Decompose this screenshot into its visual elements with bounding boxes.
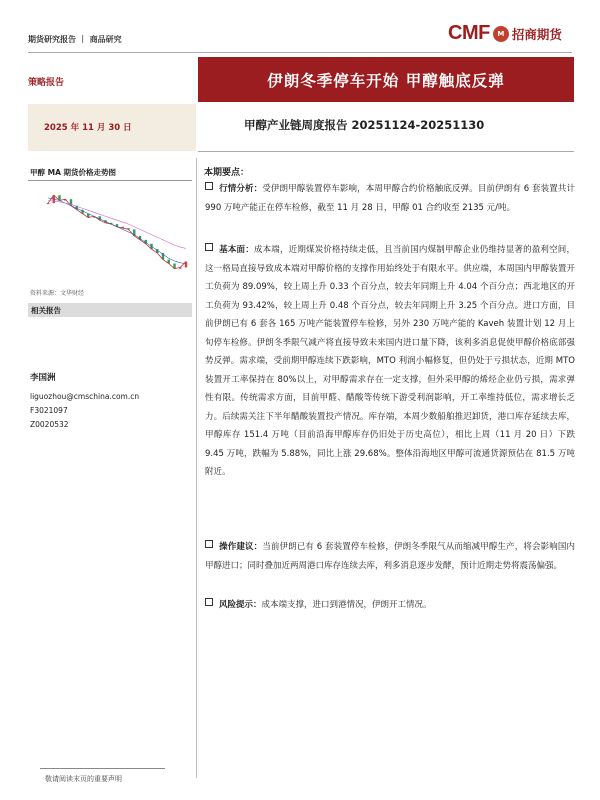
item-label: 操作建议： [219, 542, 263, 552]
item-operation-advice [205, 538, 575, 575]
item-text: 受伊朗甲醇装置停车影响，本周甲醇合约价格触底反弹。目前伊朗有 6 套装置共计 990 万吨产能正在停车检修，截至 11 月 28 日，甲醇 01 合约收至 2135 元/吨。 [205, 184, 575, 213]
chart-title: 甲醇 MA 期货价格走势图 [30, 168, 116, 177]
report-title: 伊朗冬季停车开始 甲醇触底反弹 [267, 71, 505, 90]
author-name: 李国洲 [30, 373, 56, 383]
item-fundamentals [205, 241, 575, 482]
author-email[interactable]: liguozhou@cmschina.com.cn [30, 392, 140, 401]
related-reports-label: 相关报告 [31, 306, 61, 315]
item-text: 成本端支撑，进口到港情况，伊朗开工情况。 [261, 600, 432, 610]
report-category: 期货研究报告 ｜ 商品研究 [28, 35, 122, 44]
header-divider [28, 52, 572, 53]
item-label: 基本面： [219, 245, 254, 255]
logo-cmf-text: CMF [448, 22, 490, 44]
checkbox-icon [205, 540, 213, 548]
report-subtitle: 甲醇产业链周度报告 20251124-20251130 [244, 118, 485, 132]
report-type-label: 策略报告 [28, 78, 65, 88]
checkbox-icon [205, 182, 213, 190]
company-logo [448, 22, 562, 45]
subtitle-divider [198, 151, 574, 152]
column-divider [196, 158, 197, 778]
item-label: 风险提示： [219, 600, 262, 610]
checkbox-icon [205, 598, 213, 606]
price-candle [47, 203, 49, 204]
logo-chinese-name: 招商期货 [511, 26, 562, 42]
footer-divider [40, 768, 165, 769]
item-market-analysis [205, 180, 575, 217]
chart-source: 资料来源：文华财经 [30, 290, 85, 297]
item-text: 当前伊朗已有 6 套装置停车检修，伊朗冬季限气从而缩减甲醇生产，将会影响国内甲醇进口；同时叠加近两周港口库存连续去库，利多消息逐步发酵，预计近期走势将震荡偏强。 [205, 542, 575, 571]
report-date: 2025 年 11 月 30 日 [44, 123, 132, 133]
keypoints-heading: 本期要点： [204, 168, 250, 178]
item-text: 成本端，近期煤炭价格持续走低，且当前国内煤制甲醇企业仍维持显著的盈利空间，这一格局直接导致成本端对甲醇价格的支撑作用始终处于有限水平。供应端，本周国内甲醇装置开工负荷为 89.09%，较上周上升 0.33 个百分点，较去年同期上升 4.04 个百分点；西北地区的开工负荷为 93.42%，较上周上升 0.48 个百分点，较去年同期上升 3.25 个百分点。进口方面，目前伊朗已有 6 套各 165 万吨产能装置停车检修，另外 230 万吨产能的 Kaveh 装置计划 12 月上旬停车检修。伊朗冬季限气减产将直接导致未来国内进口量下降，该利多消息促使甲醇价格底部强势反弹。需求端，受前期甲醇连续下跌影响，MTO 利润小幅修复，但仍处于亏损状态，近期 MTO 装置开工率保持在 80%以上，对甲醇需求存在一定支撑，但外采甲醇的烯烃企业仍亏损，需求弹性有限。传统需求方面，目前甲醛、醋酸等传统下游受利润影响，开工率维持低位，需求增长乏力。后续需关注下半年醋酸装置投产情况。库存端，本周少数船舶推迟卸货，港口库存延续去库，甲醇库存 151.4 万吨（目前沿海甲醇库存仍旧处于历史高位），相比上周（11 月 20 日）下跌 9.45 万吨，跌幅为 5.88%，同比上涨 29.68%。整体沿海地区甲醇可流通货源预估在 81.5 万吨附近。 [205, 245, 575, 477]
item-risk-warning [205, 596, 575, 615]
checkbox-icon [205, 243, 213, 251]
footer-disclaimer: 敬请阅读末页的重要声明 [45, 775, 122, 783]
item-label: 行情分析： [219, 184, 263, 194]
chart-title-divider [28, 180, 192, 181]
logo-badge-icon: M [493, 26, 509, 42]
author-cert-z: Z0020532 [30, 420, 69, 429]
author-cert-f: F3021097 [30, 406, 68, 415]
price-trend-chart [30, 184, 192, 284]
